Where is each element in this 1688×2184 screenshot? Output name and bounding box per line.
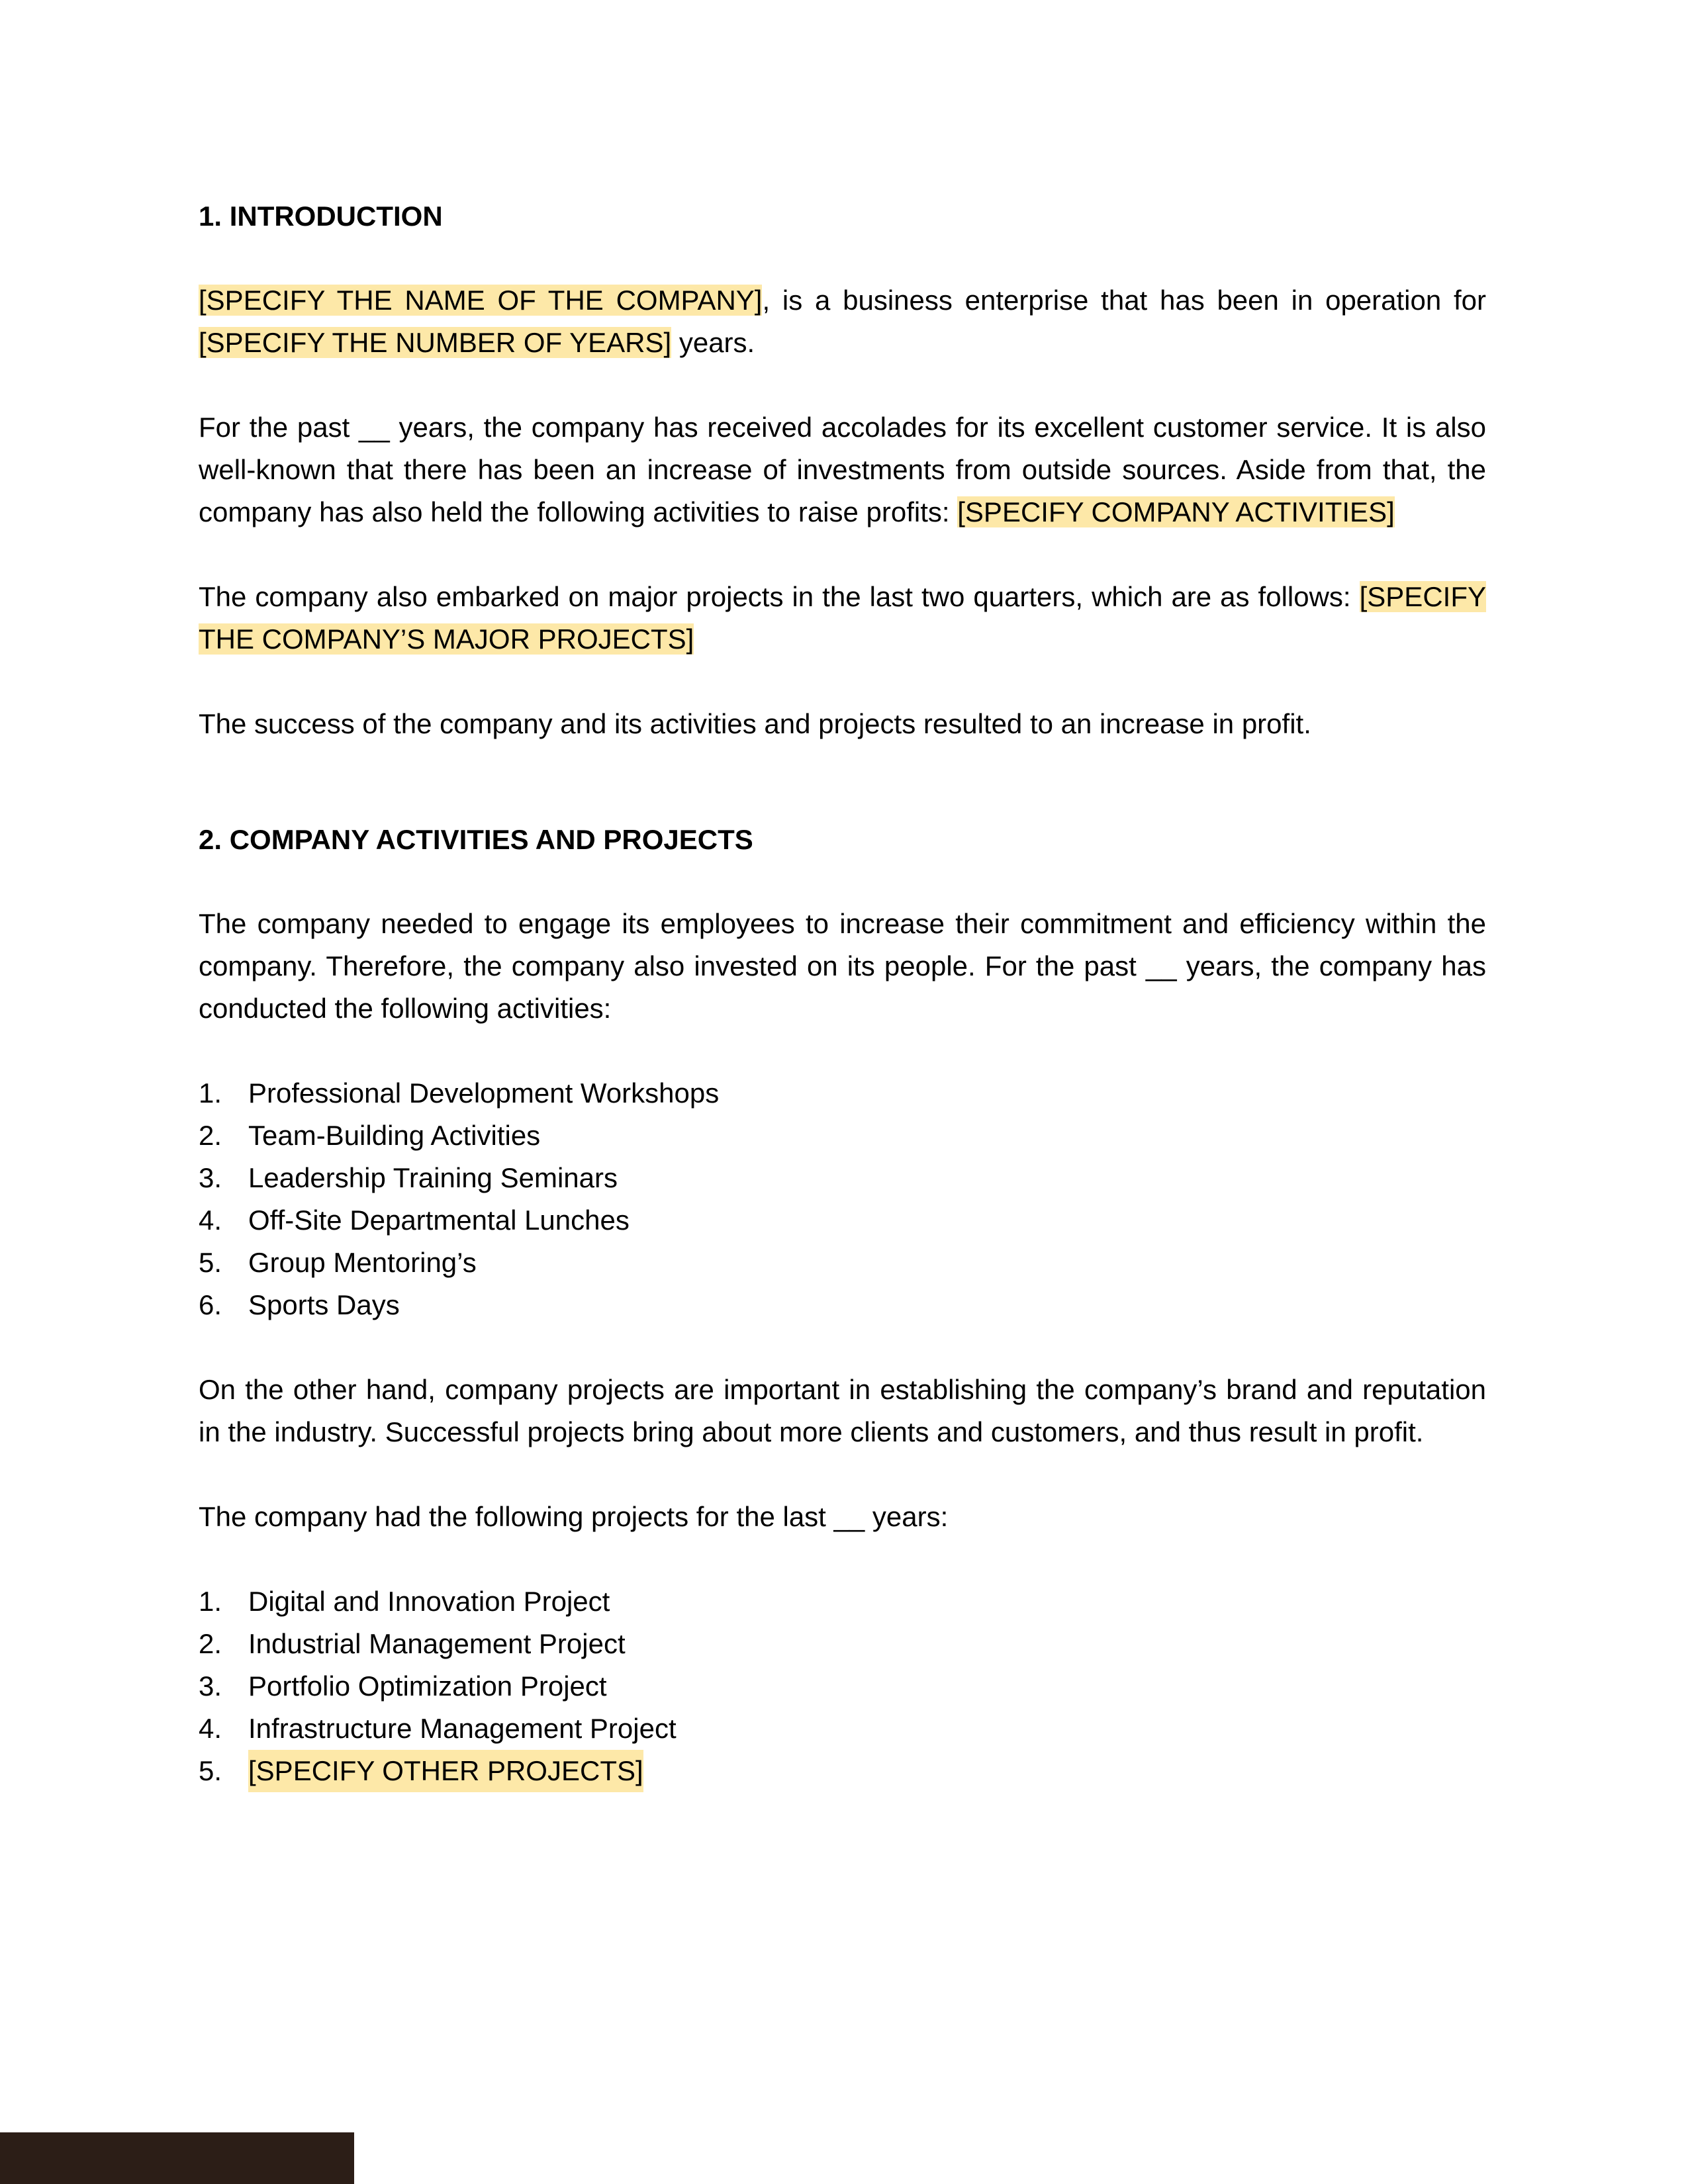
list-item-number: 2. bbox=[199, 1120, 222, 1151]
list-item bbox=[199, 1707, 1486, 1750]
list-item-number: 5. bbox=[199, 1755, 222, 1786]
list-item bbox=[199, 1580, 1486, 1623]
list-item-number: 5. bbox=[199, 1247, 222, 1278]
list-item bbox=[199, 1199, 1486, 1242]
placeholder-company-name: [SPECIFY THE NAME OF THE COMPANY] bbox=[199, 285, 763, 316]
activities-intro-paragraph: The company needed to engage its employees to increase their commitment and efficiency within the company. Therefore, the company also invested on its people. For the past __ years, the company has conducted the following activities: bbox=[199, 908, 1486, 1024]
list-item-number: 4. bbox=[199, 1205, 222, 1236]
projects-importance-paragraph: On the other hand, company projects are important in establishing the company’s brand and reputation in the industry. Successful projects bring about more clients and customers, and thus result in profit. bbox=[199, 1374, 1486, 1447]
document-page bbox=[199, 196, 1486, 1792]
list-item bbox=[199, 1242, 1486, 1284]
list-item-label: Leadership Training Seminars bbox=[248, 1162, 618, 1193]
list-item bbox=[199, 1665, 1486, 1707]
list-item-label: Group Mentoring’s bbox=[248, 1247, 477, 1278]
placeholder-other-projects: [SPECIFY OTHER PROJECTS] bbox=[248, 1750, 643, 1792]
list-item-label: Digital and Innovation Project bbox=[248, 1586, 610, 1617]
intro-paragraph-1-text-a: , is a business enterprise that has been in operation for bbox=[762, 285, 1487, 316]
list-item-number: 2. bbox=[199, 1628, 222, 1659]
placeholder-number-of-years: [SPECIFY THE NUMBER OF YEARS] bbox=[199, 327, 672, 358]
projects-intro-paragraph: The company had the following projects for the last __ years: bbox=[199, 1501, 949, 1532]
list-item-number: 1. bbox=[199, 1077, 222, 1109]
projects-list bbox=[199, 1580, 1486, 1792]
list-item-label: Infrastructure Management Project bbox=[248, 1713, 677, 1744]
list-item-number: 6. bbox=[199, 1289, 222, 1320]
list-item bbox=[199, 1157, 1486, 1199]
activities-list bbox=[199, 1072, 1486, 1326]
intro-paragraph-4: The success of the company and its activities and projects resulted to an increase in profit. bbox=[199, 708, 1311, 739]
intro-paragraph-1 bbox=[199, 279, 1486, 364]
list-item-label: Team-Building Activities bbox=[248, 1120, 541, 1151]
list-item-number: 3. bbox=[199, 1162, 222, 1193]
section-heading-introduction: 1. INTRODUCTION bbox=[199, 201, 443, 232]
list-item bbox=[199, 1750, 1486, 1792]
section-heading-activities-projects: 2. COMPANY ACTIVITIES AND PROJECTS bbox=[199, 824, 753, 855]
list-item-number: 4. bbox=[199, 1713, 222, 1744]
list-item-label: Off-Site Departmental Lunches bbox=[248, 1205, 630, 1236]
list-item-label: Industrial Management Project bbox=[248, 1628, 626, 1659]
list-item bbox=[199, 1623, 1486, 1665]
list-item bbox=[199, 1072, 1486, 1115]
intro-paragraph-2 bbox=[199, 406, 1486, 533]
list-item-number: 3. bbox=[199, 1670, 222, 1702]
footer-color-bar bbox=[0, 2132, 354, 2184]
list-item-label: Sports Days bbox=[248, 1289, 400, 1320]
intro-paragraph-2-text: For the past __ years, the company has received accolades for its excellent customer service. It is also well-known that there has been an increase of investments from outside sources. Aside from that, the company has also held the following activities to raise profits: bbox=[199, 412, 1486, 527]
intro-paragraph-3 bbox=[199, 576, 1486, 660]
placeholder-major-projects: [SPECIFY THE COMPANY’S MAJOR PROJECTS] bbox=[199, 581, 1486, 655]
list-item bbox=[199, 1284, 1486, 1326]
intro-paragraph-1-text-b: years. bbox=[671, 327, 755, 358]
intro-paragraph-3-text: The company also embarked on major projects in the last two quarters, which are as follows: bbox=[199, 581, 1360, 612]
list-item-label: Professional Development Workshops bbox=[248, 1077, 720, 1109]
list-item bbox=[199, 1115, 1486, 1157]
list-item-number: 1. bbox=[199, 1586, 222, 1617]
placeholder-company-activities: [SPECIFY COMPANY ACTIVITIES] bbox=[957, 496, 1395, 527]
list-item-label: Portfolio Optimization Project bbox=[248, 1670, 607, 1702]
